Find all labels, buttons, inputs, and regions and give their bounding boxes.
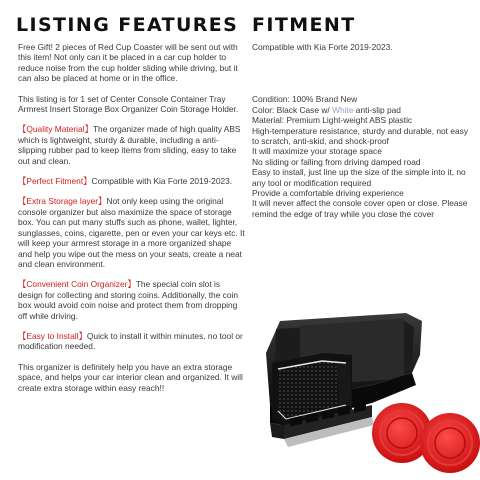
feature-fitment	[18, 176, 246, 186]
fitment-heading: FITMENT	[252, 14, 356, 36]
listing-features-heading: LISTING FEATURES	[16, 14, 239, 36]
gift-paragraph: Free Gift! 2 pieces of Red Cup Coaster will be sent out with this item! Not only can it be placed in a car cup holder to reduce noise from the cup holder sliding while driving, but it can also be placed at home or in the office.	[18, 42, 238, 84]
condition-line: Condition: 100% Brand New	[252, 94, 358, 105]
feature-text: Quick to install it within minutes, no tool or modification needed.	[18, 330, 243, 352]
feature-text: The organizer made of high quality ABS which is lightweight, sturdy & durable, including a anti-slipping rubber pad to keep items from sliding, easy to take out and clean.	[18, 124, 241, 166]
spec-material: Material: Premium Light-weight ABS plastic	[252, 115, 413, 126]
color-white-word: White	[332, 104, 354, 115]
spec-comfort: Provide a comfortable driving experience	[252, 188, 404, 199]
coaster-right	[420, 413, 480, 473]
spec-durable: High-temperature resistance, sturdy and durable, not easy to scratch, anti-skid, and shock-proof	[252, 125, 469, 147]
fitment-column	[252, 0, 474, 219]
feature-tag: 【Quality Material】	[18, 124, 93, 135]
feature-quality	[18, 124, 246, 166]
color-line	[252, 105, 474, 115]
feature-text: The special coin slot is design for collecting and storing coins. Additionally, the coin box would avoid coin noise and protect them from dropping off while driving.	[18, 279, 239, 321]
listing-paragraph: This listing is for 1 set of Center Console Container Tray Armrest Insert Storage Box Organizer Coin Storage Holder.	[18, 93, 239, 115]
color-prefix: Color: Black Case w/	[252, 104, 333, 115]
spec-no-slide: No sliding or falling from driving damped road	[252, 156, 421, 167]
feature-tag: 【Easy to Install】	[18, 330, 87, 341]
compat-line: Compatible with Kia Forte 2019-2023.	[252, 42, 393, 52]
feature-tag: 【Perfect Fitment】	[18, 176, 92, 187]
color-suffix: anti-slip pad	[353, 104, 401, 115]
feature-storage	[18, 196, 246, 269]
spec-cover: It will never affect the console cover open or close. Please remind the edge of tray while you close the cover	[252, 198, 468, 219]
product-image	[254, 293, 480, 480]
listing-features-column	[18, 0, 246, 403]
feature-coin	[18, 279, 246, 321]
spec-install: Easy to install, just line up the size of the simple into it, no any tool or modification required	[252, 167, 466, 188]
feature-install	[18, 331, 246, 352]
feature-text: Compatible with Kia Forte 2019-2023.	[91, 176, 233, 187]
feature-tag: 【Extra Storage layer】	[18, 196, 107, 207]
feature-text: Not only keep using the original console organizer but also maximize the space of storage box. You can put many stuffs such as phone, wallet, lighter, sunglasses, coins, cigarette, pen or even your car keys etc. It will keep your armrest storage in a more organized shape and help you wipe out the mess on your seats, create a neat and clean environment.	[18, 196, 245, 269]
feature-tag: 【Convenient Coin Organizer】	[18, 279, 136, 290]
closing-paragraph: This organizer is definitely help you have an extra storage space, and helps your car interior clean and organized. It will create extra storage within easy reach!!	[18, 361, 243, 393]
spec-space: It will maximize your storage space	[252, 146, 382, 157]
